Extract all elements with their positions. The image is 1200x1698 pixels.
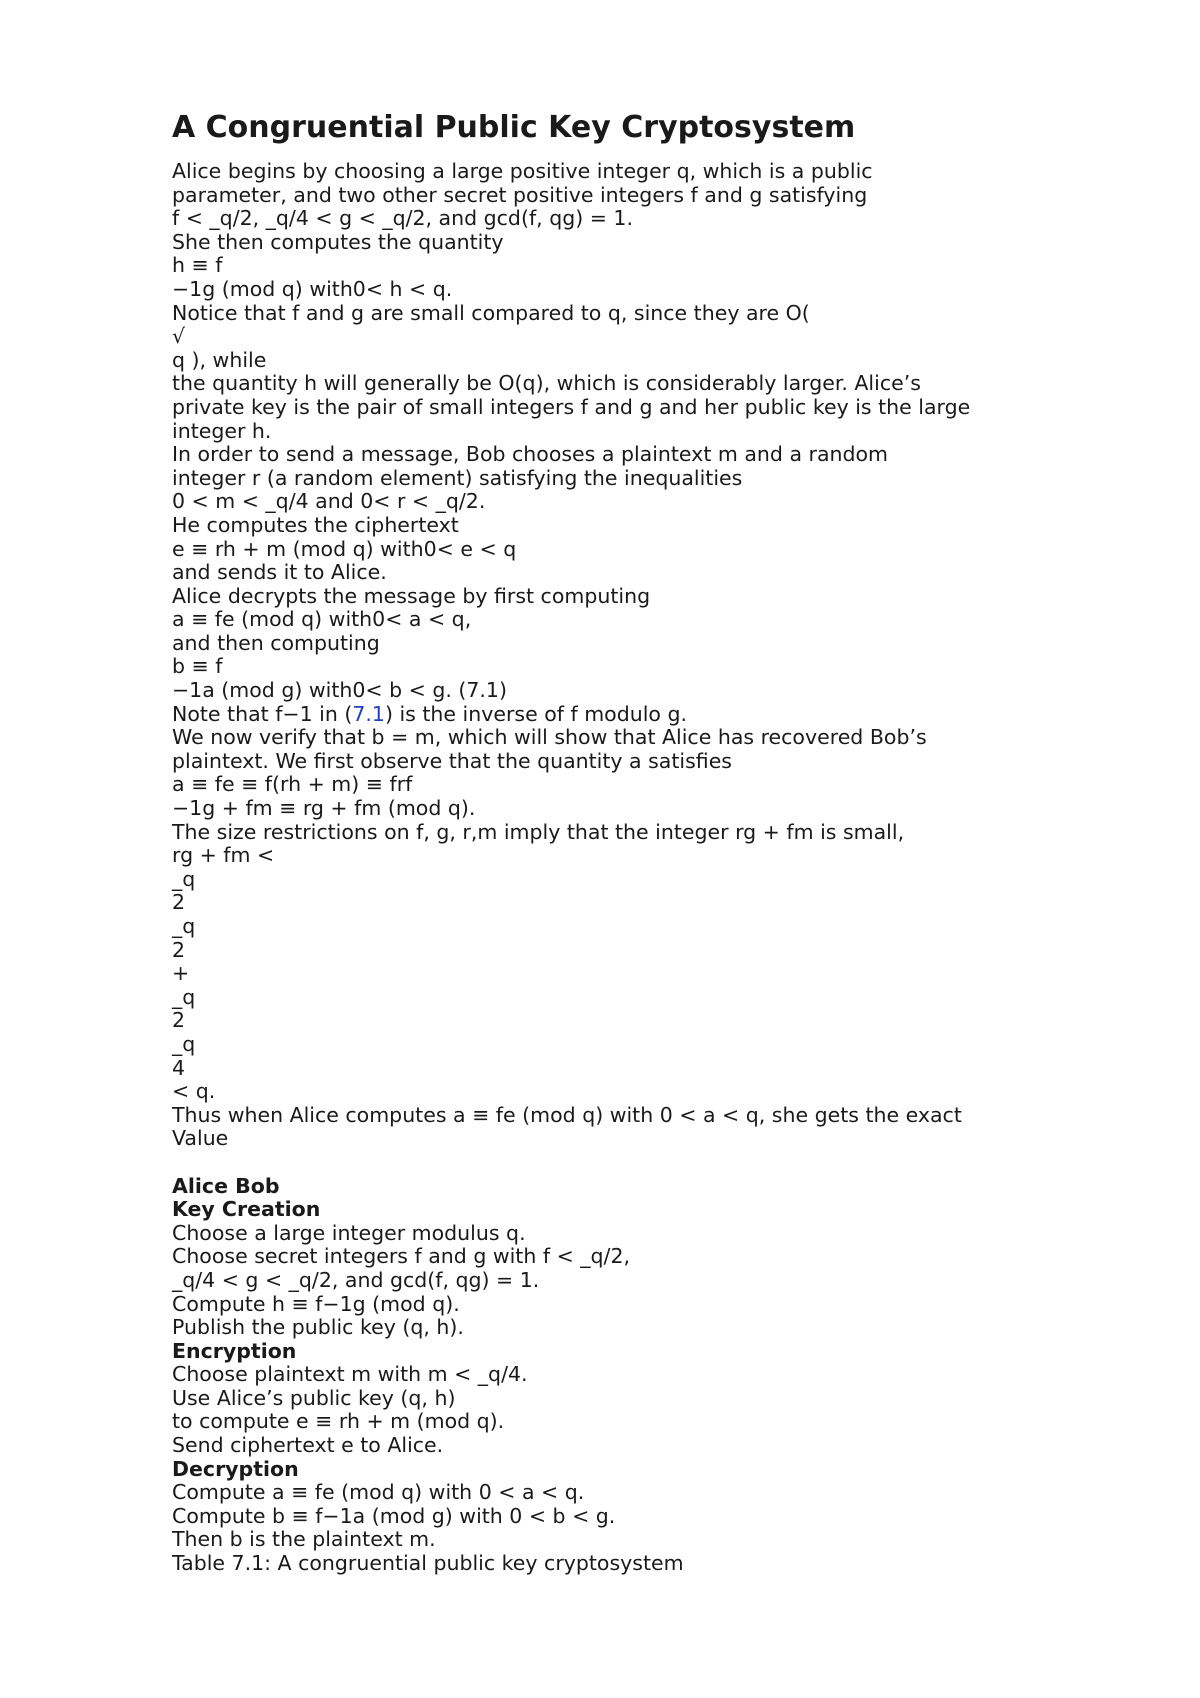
text-line: He computes the ciphertext [172, 512, 459, 537]
table-line: Choose plaintext m with m < _q/4. [172, 1362, 528, 1387]
text-line: b ≡ f [172, 654, 223, 679]
table-line: Compute b ≡ f−1a (mod g) with 0 < b < g. [172, 1503, 616, 1528]
body-text [172, 160, 1172, 1151]
text-line: a ≡ fe (mod q) with0< a < q, [172, 607, 472, 632]
text-line: Notice that f and g are small compared to q, since they are O( [172, 300, 810, 325]
note-text-after: ) is the inverse of f modulo g. [384, 701, 688, 726]
text-line: integer r (a random element) satisfying the inequalities [172, 465, 743, 490]
text-line: q ), while [172, 347, 267, 372]
text-line: _q [172, 866, 196, 891]
text-line: 2 [172, 1008, 186, 1033]
text-line: Value [172, 1126, 229, 1151]
text-line: integer h. [172, 418, 272, 443]
table-line: Compute h ≡ f−1g (mod q). [172, 1291, 460, 1316]
equation-reference-link[interactable]: 7.1 [352, 701, 385, 726]
table-line: Then b is the plaintext m. [172, 1527, 436, 1552]
text-line: 2 [172, 937, 186, 962]
text-line: _q [172, 914, 196, 938]
text-line: −1g (mod q) with0< h < q. [172, 276, 453, 301]
text-line: Alice decrypts the message by first computing [172, 583, 651, 608]
table-line: to compute e ≡ rh + m (mod q). [172, 1409, 505, 1434]
paragraph-gap [172, 1151, 1172, 1175]
text-line: _q [172, 984, 196, 1009]
text-line: f < _q/2, _q/4 < g < _q/2, and gcd(f, qg) = 1. [172, 206, 633, 231]
note-line [172, 703, 1172, 727]
text-line: h ≡ f [172, 253, 223, 278]
table-caption: Table 7.1: A congruential public key cryptosystem [172, 1551, 684, 1576]
table-line: _q/4 < g < _q/2, and gcd(f, qg) = 1. [172, 1267, 540, 1292]
text-line: 4 [172, 1055, 186, 1080]
note-text-before: Note that f−1 in ( [172, 701, 353, 726]
text-line: e ≡ rh + m (mod q) with0< e < q [172, 536, 517, 561]
text-line: Thus when Alice computes a ≡ fe (mod q) with 0 < a < q, she gets the exact [172, 1102, 962, 1127]
text-line: parameter, and two other secret positive integers f and g satisfying [172, 182, 868, 207]
section-heading-key-creation: Key Creation [172, 1197, 321, 1222]
text-line: Alice begins by choosing a large positive integer q, which is a public [172, 159, 873, 183]
cryptosystem-table [172, 1175, 1172, 1576]
text-line: plaintext. We first observe that the quantity a satisfies [172, 748, 732, 773]
text-line: and then computing [172, 630, 380, 655]
text-line: √ [172, 324, 186, 349]
text-line: She then computes the quantity [172, 229, 504, 254]
text-line: and sends it to Alice. [172, 560, 387, 585]
table-line: Compute a ≡ fe (mod q) with 0 < a < q. [172, 1480, 585, 1505]
text-line: The size restrictions on f, g, r,m imply that the integer rg + fm is small, [172, 819, 905, 844]
text-line: −1g + fm ≡ rg + fm (mod q). [172, 796, 476, 821]
table-header: Alice Bob [172, 1173, 280, 1198]
table-line: Choose secret integers f and g with f < _q/2, [172, 1244, 631, 1269]
page-title: A Congruential Public Key Cryptosystem [172, 110, 856, 145]
document-page [172, 108, 1172, 1576]
table-line: Publish the public key (q, h). [172, 1315, 464, 1340]
text-line: private key is the pair of small integers f and g and her public key is the large [172, 394, 971, 419]
text-line: −1a (mod g) with0< b < g. (7.1) [172, 678, 507, 703]
text-line: the quantity h will generally be O(q), which is considerably larger. Alice’s [172, 371, 921, 396]
text-line: _q [172, 1031, 196, 1056]
text-line: 2 [172, 890, 186, 915]
table-line: Choose a large integer modulus q. [172, 1220, 526, 1245]
text-line: + [172, 961, 190, 986]
section-heading-decryption: Decryption [172, 1456, 299, 1481]
table-line: Send ciphertext e to Alice. [172, 1433, 444, 1458]
text-line: 0 < m < _q/4 and 0< r < _q/2. [172, 489, 486, 514]
text-line: rg + fm < [172, 843, 275, 868]
text-line: We now verify that b = m, which will show that Alice has recovered Bob’s [172, 725, 927, 750]
text-line: a ≡ fe ≡ f(rh + m) ≡ frf [172, 772, 413, 797]
table-line: Use Alice’s public key (q, h) [172, 1385, 456, 1410]
text-line: In order to send a message, Bob chooses a plaintext m and a random [172, 442, 889, 467]
section-heading-encryption: Encryption [172, 1338, 297, 1363]
text-line: < q. [172, 1079, 216, 1104]
